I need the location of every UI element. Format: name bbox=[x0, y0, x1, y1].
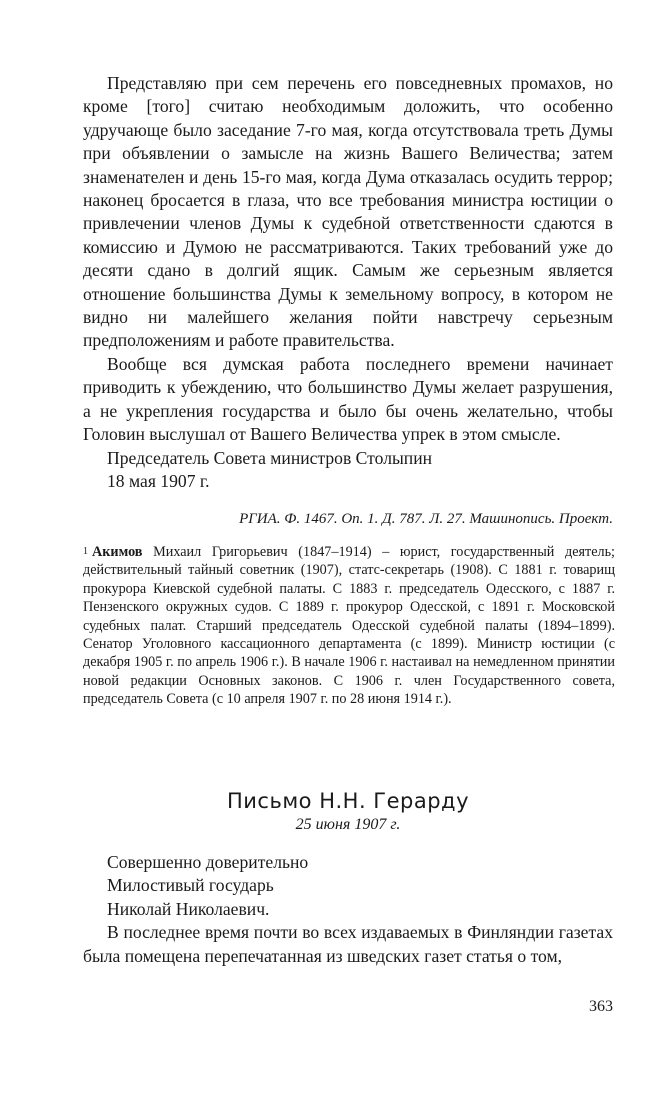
signature-line: Председатель Совета министров Столыпин bbox=[107, 447, 433, 468]
letter-line-salutation: Милостивый государь bbox=[107, 875, 274, 896]
letter-paragraph: В последнее время почти во всех издаваемых в Финляндии газетах была помещена перепечатанная из шведских газет статья о том, bbox=[83, 922, 613, 966]
letter-heading: Письмо Н.Н. Герарду bbox=[226, 789, 470, 813]
footnote bbox=[83, 543, 615, 709]
footnote-marker: 1 bbox=[83, 546, 88, 557]
letter-line-confidential: Совершенно доверительно bbox=[107, 852, 309, 872]
archive-source: РГИА. Ф. 1467. Оп. 1. Д. 787. Л. 27. Машинопись. Проект. bbox=[239, 511, 613, 528]
footnote-text: Михаил Григорьевич (1847–1914) – юрист, государственный деятель; действительный тайный советник (1907), статс-секретарь (1908). С 1881 г. товарищ прокурора Киевской судебной палаты. С 1883 г. председатель Одесского, с 1887 г. Пензенского окружных судов. С 1889 г. прокурор Одесской, с 1891 г. Московской судебных палат. Старший председатель Одесской судебной палаты (1894–1899). Сенатор Уголовного кассационного департамента (с 1899). Министр юстиции (с декабря 1905 г. по апрель 1906 г.). В начале 1906 г. настаивал на немедленном принятии новой редакции Основных законов. С 1906 г. член Государственного совета, председатель Совета (с 10 апреля 1907 г. по 28 июня 1914 г.). bbox=[83, 544, 616, 708]
letter-line-addressee: Николай Николаевич. bbox=[107, 898, 270, 919]
footnote-name: Акимов bbox=[92, 544, 143, 560]
paragraph-1: Представляю при сем перечень его повседневных промахов, но кроме [того] считаю необходимым доложить, что особенно удручающе было заседание 7-го мая, когда отсутствовала треть Думы при объявлении о замысле на жизнь Вашего Величества; затем знаменателен и день 15-го мая, когда Дума отказалась осудить террор; наконец бросается в глаза, что все требования министра юстиции о привлечении членов Думы к судебной ответственности сдаются в комиссию и Думою не рассматриваются. Таких требований уже до десяти сдано в долгий ящик. Самым же серьезным является отношение большинства Думы к земельному вопросу, в котором не видно ни малейшего желания пойти навстречу серьезным предположениям и работе правительства. bbox=[83, 73, 613, 351]
letter-date: 25 июня 1907 г. bbox=[295, 816, 401, 833]
page-number: 363 bbox=[589, 998, 613, 1015]
paragraph-2: Вообще вся думская работа последнего времени начинает приводить к убеждению, что большинство Думы желает разрушения, а не укрепления государства и было бы очень желательно, чтобы Головин выслушал от Вашего Величества упрек в этом смысле. bbox=[83, 353, 613, 445]
letter-body bbox=[83, 851, 613, 968]
main-text-block bbox=[83, 72, 613, 529]
signature-date: 18 мая 1907 г. bbox=[107, 470, 210, 491]
